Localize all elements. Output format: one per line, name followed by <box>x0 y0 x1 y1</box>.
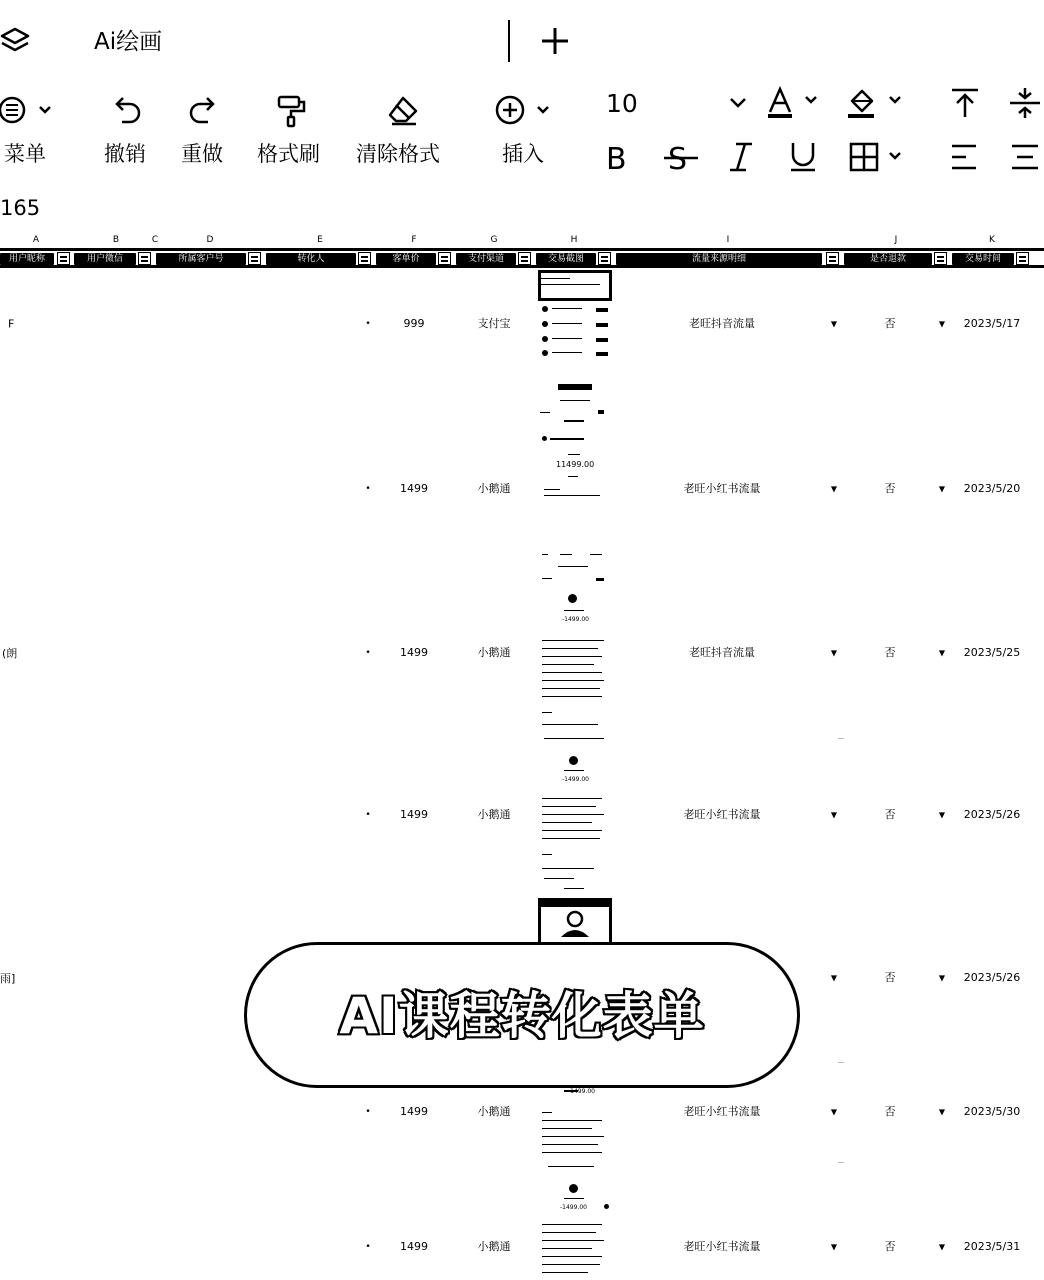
dropdown-dot-icon[interactable]: • <box>365 810 371 820</box>
underline-icon[interactable] <box>786 140 820 178</box>
avatar-icon <box>541 905 609 945</box>
filter-icon[interactable] <box>138 252 151 265</box>
bold-icon[interactable] <box>604 140 634 178</box>
cell-payment-channel[interactable]: 小鹅通 <box>477 1105 511 1118</box>
cell-transaction-time[interactable]: 2023/5/30 <box>963 1105 1021 1118</box>
column-letter-h[interactable]: H <box>570 235 578 245</box>
filter-icon[interactable] <box>438 252 451 265</box>
filter-icon[interactable] <box>518 252 531 265</box>
dropdown-caret-icon[interactable]: ▼ <box>830 1107 838 1117</box>
font-color-button[interactable] <box>766 86 826 120</box>
document-title[interactable]: Ai绘画 <box>94 29 163 55</box>
cell-refunded[interactable]: 否 <box>884 317 896 330</box>
dropdown-caret-icon[interactable]: ▼ <box>938 810 946 820</box>
header-converter[interactable]: 转化人 <box>266 253 356 265</box>
insert-button[interactable] <box>494 94 554 128</box>
column-letter-c[interactable]: C <box>151 235 159 245</box>
insert-plus-circle-icon <box>494 94 554 128</box>
align-center-icon[interactable] <box>1008 140 1044 174</box>
grid-fragment <box>838 738 844 739</box>
cell-refunded[interactable]: 否 <box>884 971 896 984</box>
header-refunded[interactable]: 是否退款 <box>844 253 932 265</box>
cell-transaction-time[interactable]: 2023/5/25 <box>963 646 1021 659</box>
transaction-screenshot[interactable] <box>538 270 612 360</box>
column-letter-j[interactable]: J <box>894 235 898 245</box>
column-letter-e[interactable]: E <box>317 235 323 245</box>
cell-price[interactable]: 999 <box>403 317 425 330</box>
cell-traffic-source[interactable]: 老旺抖音流量 <box>689 317 755 330</box>
cell-price[interactable]: 1499 <box>400 482 428 495</box>
column-letter-f[interactable]: F <box>411 235 417 245</box>
dropdown-caret-icon[interactable]: ▼ <box>830 1242 838 1252</box>
dropdown-caret-icon[interactable]: ▼ <box>938 1242 946 1252</box>
transaction-screenshot[interactable] <box>538 756 612 890</box>
new-tab-plus-icon[interactable] <box>538 24 572 58</box>
transaction-screenshot[interactable] <box>538 898 612 946</box>
menu-label[interactable]: 菜单 <box>4 142 46 166</box>
cell-payment-channel[interactable]: 小鹅通 <box>477 808 511 821</box>
header-user-nickname[interactable]: 用户昵称 <box>0 253 54 265</box>
receipt-amount: -1499.00 <box>562 776 589 783</box>
dropdown-caret-icon[interactable]: ▼ <box>938 973 946 983</box>
eraser-icon[interactable] <box>386 94 420 128</box>
receipt-amount: -1499.00 <box>560 1204 587 1211</box>
dropdown-caret-icon[interactable]: ▼ <box>830 319 838 329</box>
filter-icon[interactable] <box>358 252 371 265</box>
font-size-chevron-down-icon[interactable] <box>728 92 748 112</box>
filter-active-icon[interactable] <box>826 252 839 265</box>
cell-refunded[interactable]: 否 <box>884 1240 896 1253</box>
tab-divider <box>508 20 510 62</box>
cell-transaction-time[interactable]: 2023/5/17 <box>963 317 1021 330</box>
cell-transaction-time[interactable]: 2023/5/20 <box>963 482 1021 495</box>
cell-traffic-source[interactable]: 老旺小红书流量 <box>683 482 761 495</box>
paint-bucket-icon <box>846 86 906 120</box>
cell-transaction-time[interactable]: 2023/5/26 <box>963 971 1021 984</box>
header-price[interactable]: 客单价 <box>376 253 436 265</box>
overlay-title: AI课程转化表单 <box>339 987 705 1045</box>
cell-payment-channel[interactable]: 小鹅通 <box>477 646 511 659</box>
undo-icon[interactable] <box>110 94 144 128</box>
clear-format-label[interactable]: 清除格式 <box>356 142 440 166</box>
column-letter-i[interactable]: I <box>726 235 730 245</box>
dropdown-caret-icon[interactable]: ▼ <box>938 484 946 494</box>
dropdown-caret-icon[interactable]: ▼ <box>830 973 838 983</box>
header-traffic-source[interactable]: 流量来源明细 <box>616 253 822 265</box>
insert-label[interactable]: 插入 <box>502 142 544 166</box>
format-painter-icon[interactable] <box>274 94 308 128</box>
filter-icon[interactable] <box>1016 252 1029 265</box>
header-payment-channel[interactable]: 支付渠道 <box>456 253 516 265</box>
cell-traffic-source[interactable]: 老旺抖音流量 <box>689 646 755 659</box>
column-letter-g[interactable]: G <box>490 235 498 245</box>
filter-icon[interactable] <box>57 252 70 265</box>
grid-fragment <box>838 1062 844 1063</box>
overlay-banner <box>244 942 800 1088</box>
borders-icon <box>848 140 908 174</box>
header-user-wechat[interactable]: 用户微信 <box>74 253 136 265</box>
italic-icon[interactable] <box>726 140 756 178</box>
cell-price[interactable]: 1499 <box>400 1240 428 1253</box>
font-color-icon <box>766 86 826 120</box>
cell-refunded[interactable]: 否 <box>884 1105 896 1118</box>
svg-text:S: S <box>668 142 688 174</box>
dropdown-dot-icon[interactable]: • <box>365 484 371 494</box>
cell-user-nickname[interactable]: 雨] <box>0 972 16 985</box>
transaction-screenshot[interactable] <box>538 1182 612 1278</box>
font-size-select[interactable]: 10 <box>606 89 638 118</box>
column-letter-b[interactable]: B <box>112 235 120 245</box>
format-painter-label[interactable]: 格式刷 <box>257 142 320 166</box>
cell-user-nickname[interactable]: F <box>8 317 15 331</box>
dropdown-caret-icon[interactable]: ▼ <box>938 648 946 658</box>
dropdown-caret-icon[interactable]: ▼ <box>830 810 838 820</box>
cell-price[interactable]: 1499 <box>400 646 428 659</box>
cell-payment-channel[interactable]: 支付宝 <box>477 317 511 330</box>
receipt-amount: 11499.00 <box>556 460 595 469</box>
transaction-screenshot[interactable] <box>538 384 612 500</box>
borders-button[interactable] <box>848 140 908 174</box>
cell-transaction-time[interactable]: 2023/5/26 <box>963 808 1021 821</box>
undo-label[interactable]: 撤销 <box>104 142 146 166</box>
redo-label[interactable]: 重做 <box>181 142 223 166</box>
align-middle-icon[interactable] <box>1008 86 1042 120</box>
strikethrough-icon[interactable] <box>664 140 698 178</box>
receipt-amount: -1499.00 <box>562 616 589 623</box>
align-left-icon[interactable] <box>948 140 982 174</box>
cell-payment-channel[interactable]: 小鹅通 <box>477 482 511 495</box>
header-transaction-time[interactable]: 交易时间 <box>952 253 1014 265</box>
dropdown-dot-icon[interactable]: • <box>365 319 371 329</box>
dropdown-caret-icon[interactable]: ▼ <box>938 319 946 329</box>
grid-fragment <box>838 1162 844 1163</box>
transaction-screenshot[interactable] <box>538 552 612 748</box>
cell-payment-channel[interactable]: 小鹅通 <box>477 1240 511 1253</box>
cell-traffic-source[interactable]: 老旺小红书流量 <box>683 1105 761 1118</box>
cell-traffic-source[interactable]: 老旺小红书流量 <box>683 808 761 821</box>
column-letter-a[interactable]: A <box>32 235 40 245</box>
cell-refunded[interactable]: 否 <box>884 646 896 659</box>
filter-icon[interactable] <box>598 252 611 265</box>
dropdown-dot-icon[interactable]: • <box>365 1242 371 1252</box>
dropdown-dot-icon[interactable]: • <box>365 1107 371 1117</box>
dropdown-dot-icon[interactable]: • <box>365 648 371 658</box>
menu-icon <box>0 94 60 128</box>
svg-text:B: B <box>606 142 627 174</box>
cell-user-nickname[interactable]: (朗 <box>2 647 18 660</box>
cell-refunded[interactable]: 否 <box>884 808 896 821</box>
cell-transaction-time[interactable]: 2023/5/31 <box>963 1240 1021 1253</box>
align-top-icon[interactable] <box>948 86 982 120</box>
header-customer-id[interactable]: 所属客户号 <box>156 253 246 265</box>
dropdown-caret-icon[interactable]: ▼ <box>830 648 838 658</box>
cell-refunded[interactable]: 否 <box>884 482 896 495</box>
header-transaction-screenshot[interactable]: 交易截图 <box>536 253 596 265</box>
column-letter-k[interactable]: K <box>989 235 995 245</box>
menu-button[interactable] <box>0 94 60 128</box>
cell-reference[interactable]: 165 <box>0 196 41 220</box>
header-row <box>0 248 1044 268</box>
layers-icon[interactable] <box>0 24 30 58</box>
filter-icon[interactable] <box>934 252 947 265</box>
cell-price[interactable]: 1499 <box>400 808 428 821</box>
receipt-amount: -1499.00 <box>568 1088 595 1095</box>
fill-color-button[interactable] <box>846 86 906 120</box>
redo-icon[interactable] <box>186 94 220 128</box>
cell-traffic-source[interactable]: 老旺小红书流量 <box>683 1240 761 1253</box>
transaction-screenshot[interactable] <box>538 1090 612 1170</box>
filter-icon[interactable] <box>248 252 261 265</box>
cell-price[interactable]: 1499 <box>400 1105 428 1118</box>
dropdown-caret-icon[interactable]: ▼ <box>938 1107 946 1117</box>
column-letter-d[interactable]: D <box>206 235 214 245</box>
dropdown-caret-icon[interactable]: ▼ <box>830 484 838 494</box>
